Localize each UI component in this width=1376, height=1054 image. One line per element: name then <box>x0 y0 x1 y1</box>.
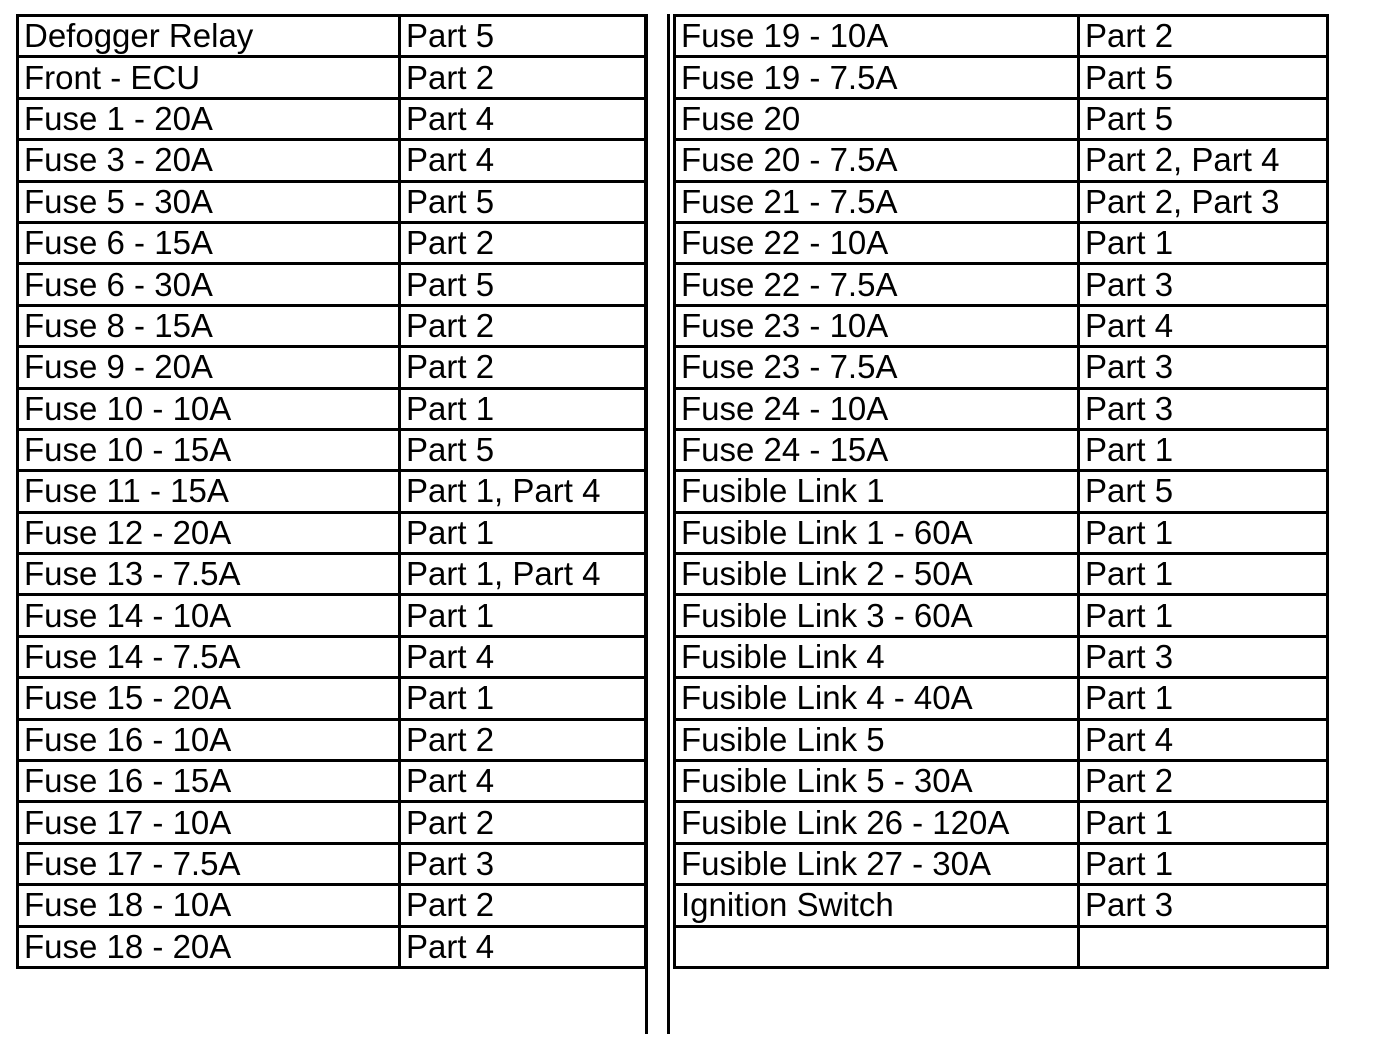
component-cell: Defogger Relay <box>18 16 400 57</box>
part-cell: Part 2 <box>1079 16 1328 57</box>
part-cell: Part 3 <box>400 843 646 884</box>
left-index-table <box>16 14 647 969</box>
component-cell: Fuse 8 - 15A <box>18 305 400 346</box>
part-cell: Part 1 <box>1079 843 1328 884</box>
component-cell: Fusible Link 4 <box>675 636 1079 677</box>
table-row <box>18 885 646 926</box>
component-cell: Fuse 18 - 20A <box>18 926 400 967</box>
component-cell: Fusible Link 2 - 50A <box>675 554 1079 595</box>
component-cell: Fuse 21 - 7.5A <box>675 181 1079 222</box>
table-row <box>675 843 1328 884</box>
part-cell: Part 2, Part 4 <box>1079 140 1328 181</box>
part-cell: Part 1 <box>400 678 646 719</box>
table-row <box>675 926 1328 967</box>
part-cell: Part 2 <box>400 222 646 263</box>
table-row <box>18 98 646 139</box>
part-cell: Part 2 <box>400 347 646 388</box>
component-cell <box>675 926 1079 967</box>
component-cell: Fuse 23 - 7.5A <box>675 347 1079 388</box>
component-cell: Fuse 19 - 10A <box>675 16 1079 57</box>
component-cell: Fuse 23 - 10A <box>675 305 1079 346</box>
table-row <box>675 16 1328 57</box>
component-cell: Fusible Link 1 <box>675 471 1079 512</box>
part-cell: Part 4 <box>1079 305 1328 346</box>
component-cell: Fuse 1 - 20A <box>18 98 400 139</box>
component-cell: Fuse 3 - 20A <box>18 140 400 181</box>
component-cell: Fusible Link 4 - 40A <box>675 678 1079 719</box>
table-row <box>675 429 1328 470</box>
part-cell: Part 2 <box>400 885 646 926</box>
part-cell: Part 1 <box>1079 802 1328 843</box>
part-cell: Part 3 <box>1079 264 1328 305</box>
table-row <box>675 264 1328 305</box>
left-table-body <box>18 16 646 968</box>
component-cell: Fuse 19 - 7.5A <box>675 57 1079 98</box>
table-row <box>18 843 646 884</box>
table-row <box>18 16 646 57</box>
component-cell: Fuse 24 - 10A <box>675 388 1079 429</box>
component-cell: Fuse 16 - 15A <box>18 761 400 802</box>
table-row <box>18 429 646 470</box>
table-row <box>18 388 646 429</box>
part-cell: Part 3 <box>1079 388 1328 429</box>
part-cell: Part 1 <box>1079 595 1328 636</box>
table-row <box>18 57 646 98</box>
part-cell: Part 1 <box>400 388 646 429</box>
component-cell: Fuse 12 - 20A <box>18 512 400 553</box>
table-row <box>18 347 646 388</box>
part-cell: Part 1 <box>400 512 646 553</box>
part-cell: Part 5 <box>400 429 646 470</box>
component-cell: Fuse 10 - 10A <box>18 388 400 429</box>
table-row <box>675 802 1328 843</box>
table-row <box>18 554 646 595</box>
table-row <box>675 554 1328 595</box>
component-cell: Fuse 22 - 7.5A <box>675 264 1079 305</box>
component-cell: Fuse 6 - 30A <box>18 264 400 305</box>
part-cell: Part 5 <box>1079 471 1328 512</box>
part-cell: Part 1 <box>400 595 646 636</box>
part-cell: Part 1 <box>1079 678 1328 719</box>
table-row <box>675 140 1328 181</box>
part-cell: Part 5 <box>400 181 646 222</box>
component-cell: Fusible Link 26 - 120A <box>675 802 1079 843</box>
component-cell: Fuse 13 - 7.5A <box>18 554 400 595</box>
table-row <box>18 140 646 181</box>
table-row <box>18 264 646 305</box>
part-cell: Part 2 <box>400 719 646 760</box>
component-cell: Front - ECU <box>18 57 400 98</box>
component-cell: Fuse 20 - 7.5A <box>675 140 1079 181</box>
part-cell: Part 4 <box>400 636 646 677</box>
table-row <box>675 347 1328 388</box>
part-cell: Part 1, Part 4 <box>400 554 646 595</box>
component-cell: Fusible Link 5 <box>675 719 1079 760</box>
component-cell: Fuse 10 - 15A <box>18 429 400 470</box>
table-row <box>675 98 1328 139</box>
table-row <box>18 512 646 553</box>
table-row <box>675 222 1328 263</box>
table-row <box>18 222 646 263</box>
part-cell: Part 3 <box>1079 636 1328 677</box>
component-cell: Fuse 20 <box>675 98 1079 139</box>
component-cell: Fuse 17 - 10A <box>18 802 400 843</box>
part-cell: Part 5 <box>1079 57 1328 98</box>
right-table-body <box>675 16 1328 968</box>
part-cell: Part 1, Part 4 <box>400 471 646 512</box>
table-row <box>675 512 1328 553</box>
table-row <box>675 471 1328 512</box>
part-cell: Part 5 <box>1079 98 1328 139</box>
table-row <box>675 885 1328 926</box>
table-row <box>675 595 1328 636</box>
table-row <box>675 719 1328 760</box>
component-cell: Fuse 5 - 30A <box>18 181 400 222</box>
component-cell: Fusible Link 1 - 60A <box>675 512 1079 553</box>
table-row <box>675 57 1328 98</box>
component-cell: Fuse 14 - 7.5A <box>18 636 400 677</box>
component-cell: Fuse 9 - 20A <box>18 347 400 388</box>
table-row <box>675 305 1328 346</box>
component-cell: Fuse 15 - 20A <box>18 678 400 719</box>
part-cell: Part 4 <box>400 98 646 139</box>
part-cell <box>1079 926 1328 967</box>
component-cell: Fuse 24 - 15A <box>675 429 1079 470</box>
table-row <box>18 636 646 677</box>
table-row <box>675 388 1328 429</box>
part-cell: Part 5 <box>400 264 646 305</box>
table-row <box>18 181 646 222</box>
part-cell: Part 4 <box>400 140 646 181</box>
part-cell: Part 4 <box>1079 719 1328 760</box>
part-cell: Part 3 <box>1079 347 1328 388</box>
part-cell: Part 1 <box>1079 554 1328 595</box>
column-divider <box>645 14 670 1034</box>
part-cell: Part 2 <box>1079 761 1328 802</box>
part-cell: Part 1 <box>1079 222 1328 263</box>
component-cell: Fuse 6 - 15A <box>18 222 400 263</box>
part-cell: Part 2 <box>400 802 646 843</box>
part-cell: Part 4 <box>400 926 646 967</box>
part-cell: Part 4 <box>400 761 646 802</box>
component-cell: Fuse 18 - 10A <box>18 885 400 926</box>
part-cell: Part 5 <box>400 16 646 57</box>
table-row <box>18 926 646 967</box>
table-row <box>18 678 646 719</box>
table-row <box>18 719 646 760</box>
component-cell: Ignition Switch <box>675 885 1079 926</box>
component-cell: Fusible Link 3 - 60A <box>675 595 1079 636</box>
component-cell: Fuse 11 - 15A <box>18 471 400 512</box>
part-cell: Part 2 <box>400 57 646 98</box>
table-row <box>675 678 1328 719</box>
table-row <box>18 595 646 636</box>
table-row <box>675 761 1328 802</box>
part-cell: Part 2 <box>400 305 646 346</box>
table-row <box>18 471 646 512</box>
component-cell: Fusible Link 5 - 30A <box>675 761 1079 802</box>
component-cell: Fuse 17 - 7.5A <box>18 843 400 884</box>
component-cell: Fuse 22 - 10A <box>675 222 1079 263</box>
part-cell: Part 1 <box>1079 429 1328 470</box>
component-cell: Fuse 14 - 10A <box>18 595 400 636</box>
right-index-table <box>673 14 1329 969</box>
table-row <box>18 802 646 843</box>
part-cell: Part 2, Part 3 <box>1079 181 1328 222</box>
part-cell: Part 1 <box>1079 512 1328 553</box>
table-row <box>675 636 1328 677</box>
component-cell: Fusible Link 27 - 30A <box>675 843 1079 884</box>
table-row <box>675 181 1328 222</box>
table-row <box>18 761 646 802</box>
part-cell: Part 3 <box>1079 885 1328 926</box>
table-row <box>18 305 646 346</box>
component-cell: Fuse 16 - 10A <box>18 719 400 760</box>
